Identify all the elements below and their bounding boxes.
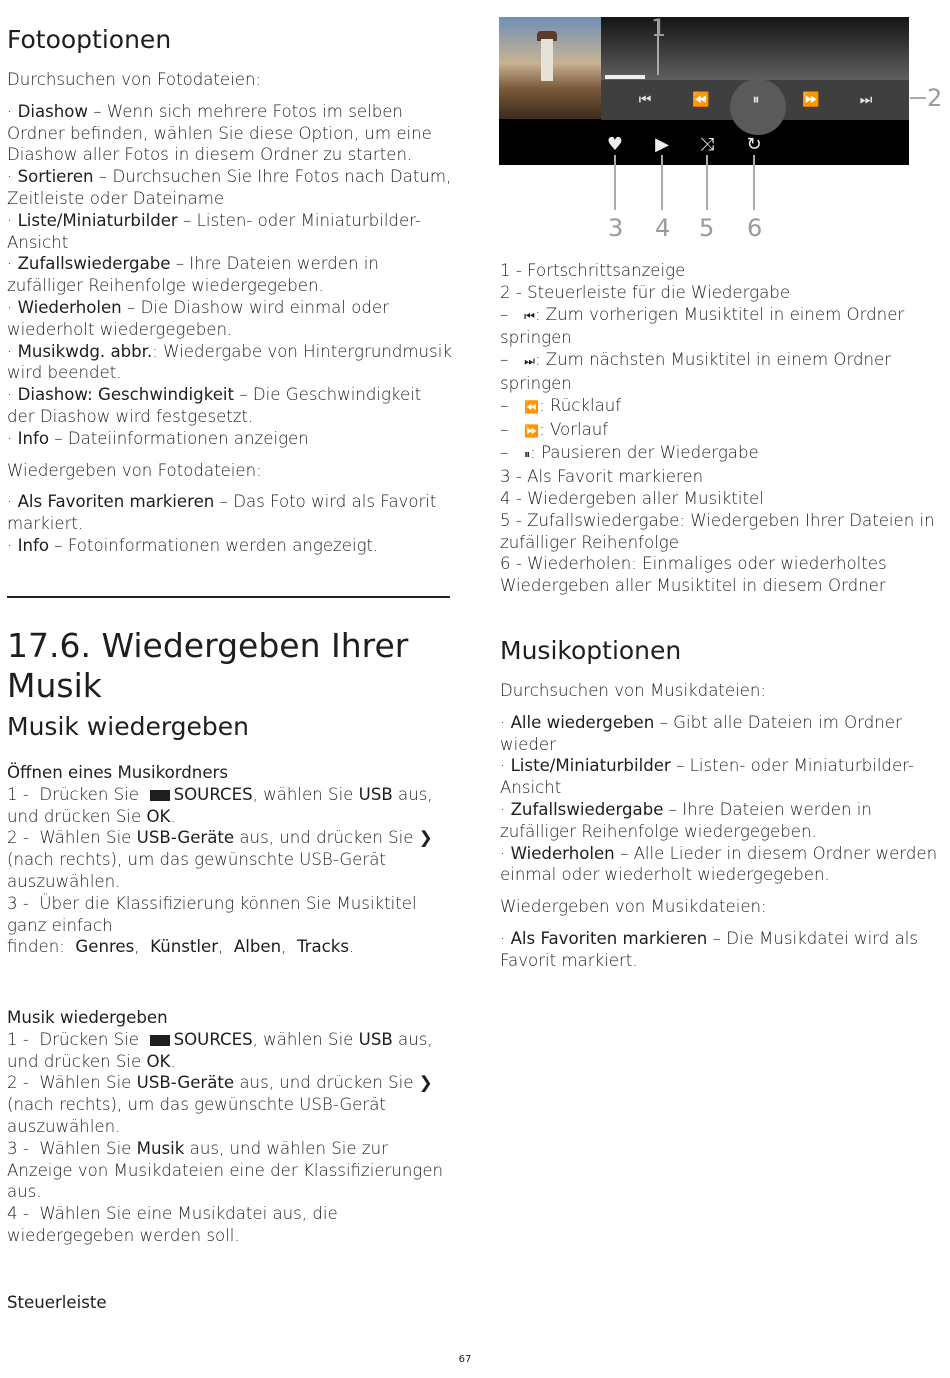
- player-legend: [500, 260, 940, 597]
- list-item: · Wiederholen – Die Diashow wird einmal oder wiederholt wiedergegeben.: [7, 297, 389, 339]
- next-track-icon: ⏭: [859, 92, 873, 108]
- list-item: · Sortieren – Durchsuchen Sie Ihre Fotos nach Datum, Zeitleiste oder Dateiname: [7, 167, 452, 208]
- chapter-title-line2: Musik: [7, 666, 102, 705]
- callout-line: [661, 155, 663, 210]
- list-item: 3 - Als Favorit markieren: [500, 467, 704, 487]
- list-item: 2 - Wählen Sie USB-Geräte aus, und drücken Sie ❯ (nach rechts), um das gewünschte USB-Gerät auszuwählen.: [7, 828, 433, 891]
- play-music-section: [7, 1007, 452, 1247]
- chevron-right-icon: ❯: [418, 1073, 433, 1093]
- list-item: · Musikwdg. abbr.: Wiedergabe von Hintergrundmusik wird beendet.: [7, 341, 452, 383]
- next-track-icon: ⏭: [524, 354, 535, 369]
- fast-forward-icon: ⏩: [802, 92, 820, 108]
- list-item: · Diashow: Geschwindigkeit – Die Geschwindigkeit der Diashow wird festgesetzt.: [7, 385, 422, 426]
- sources-icon: [150, 1035, 170, 1046]
- list-item: 3 - Wählen Sie Musik aus, und wählen Sie zur Anzeige von Musikdateien eine der Klassifizierungen aus.: [7, 1138, 444, 1202]
- list-item: – ⏸: Pausieren der Wiedergabe: [500, 443, 759, 463]
- list-item: 2 - Wählen Sie USB-Geräte aus, und drücken Sie ❯ (nach rechts), um das gewünschte USB-Gerät auszuwählen.: [7, 1073, 433, 1136]
- list-item: · Info – Fotoinformationen werden angezeigt.: [7, 535, 379, 555]
- callout-number-6: 6: [747, 214, 763, 242]
- callout-number-4: 4: [655, 214, 671, 242]
- list-item: · Zufallswiedergabe – Ihre Dateien werden in zufälliger Reihenfolge wiedergegeben.: [500, 799, 872, 841]
- list-item: – ⏪: Rücklauf: [500, 395, 622, 415]
- album-thumbnail: [499, 17, 601, 119]
- repeat-icon: ↻: [746, 133, 762, 155]
- callout-number-1: 1: [651, 14, 667, 42]
- page-number: 67: [458, 1354, 472, 1365]
- list-item: · Alle wiedergeben – Gibt alle Dateien im Ordner wieder: [500, 712, 902, 754]
- shuffle-icon: ⤨: [699, 133, 715, 155]
- steuerleiste-heading: Steuerleiste: [7, 1293, 107, 1312]
- photo-play-heading: Wiedergeben von Fotodateien:: [7, 460, 262, 480]
- list-item: · Liste/Miniaturbilder – Listen- oder Miniaturbilder-Ansicht: [500, 756, 914, 798]
- music-play-list: [500, 928, 940, 972]
- list-item: · Diashow – Wenn sich mehrere Fotos im selben Ordner befinden, wählen Sie diese Option, um eine Diashow aller Fotos in diesem Ordner zu starten.: [7, 101, 432, 165]
- music-options-title: Musikoptionen: [500, 636, 682, 665]
- list-item: – ⏮: Zum vorherigen Musiktitel in einem Ordner springen: [500, 304, 905, 348]
- photo-browse-list: [7, 101, 452, 450]
- list-item: 3 - Über die Klassifizierung können Sie Musiktitel ganz einfach finden: Genres, Künstler, Alben, Tracks.: [7, 893, 417, 957]
- heart-icon: ♥: [606, 133, 624, 155]
- list-item: · Info – Dateiinformationen anzeigen: [7, 428, 309, 448]
- list-item: 1 - Drücken Sie SOURCES, wählen Sie USB aus, und drücken Sie OK.: [7, 1029, 433, 1071]
- previous-track-icon: ⏮: [524, 308, 535, 323]
- list-item: · Als Favoriten markieren – Die Musikdatei wird als Favorit markiert.: [500, 928, 919, 970]
- list-item: · Wiederholen – Alle Lieder in diesem Ordner werden einmal oder wiederholt wiedergegeben.: [500, 843, 938, 885]
- music-browse-heading: Durchsuchen von Musikdateien:: [500, 681, 767, 700]
- section-divider: [7, 596, 450, 598]
- pause-icon: ⏸: [524, 447, 531, 462]
- list-item: · Als Favoriten markieren – Das Foto wird als Favorit markiert.: [7, 492, 437, 534]
- list-item: 6 - Wiederholen: Einmaliges oder wiederholtes Wiedergeben aller Musiktitel in diesem Ordner: [500, 554, 887, 596]
- callout-number-3: 3: [608, 214, 624, 242]
- list-item: – ⏩: Vorlauf: [500, 419, 609, 439]
- steuerleiste-section: [7, 1292, 452, 1314]
- callout-line: [753, 155, 755, 210]
- list-item: 1 - Fortschrittsanzeige: [500, 261, 686, 280]
- music-browse-list: [500, 712, 940, 886]
- photo-browse-heading: Durchsuchen von Fotodateien:: [7, 70, 262, 89]
- list-item: 1 - Drücken Sie SOURCES, wählen Sie USB aus, und drücken Sie OK.: [7, 784, 433, 826]
- progress-bar: [605, 75, 645, 79]
- list-item: 2 - Steuerleiste für die Wiedergabe: [500, 282, 791, 302]
- rewind-icon: ⏪: [524, 399, 540, 414]
- music-player-illustration: [499, 17, 909, 165]
- list-item: 4 - Wählen Sie eine Musikdatei aus, die wiedergegeben werden soll.: [7, 1204, 338, 1245]
- photo-options-title: Fotooptionen: [7, 25, 172, 54]
- list-item: · Liste/Miniaturbilder – Listen- oder Miniaturbilder-Ansicht: [7, 210, 421, 252]
- list-item: 5 - Zufallswiedergabe: Wiedergeben Ihrer Dateien in zufälliger Reihenfolge: [500, 510, 935, 552]
- chapter-title-line1: 17.6. Wiedergeben Ihrer: [7, 626, 409, 665]
- list-item: – ⏭: Zum nächsten Musiktitel in einem Ordner springen: [500, 350, 892, 393]
- chevron-right-icon: ❯: [418, 828, 433, 848]
- previous-track-icon: ⏮: [638, 92, 652, 108]
- music-play-heading: Wiedergeben von Musikdateien:: [500, 897, 767, 917]
- callout-line: [706, 155, 708, 210]
- play-circle-icon: ▶: [655, 133, 669, 155]
- photo-options-section: [7, 25, 452, 557]
- callout-line: [614, 155, 616, 210]
- list-item: · Zufallswiedergabe – Ihre Dateien werden in zufälliger Reihenfolge wiedergegeben.: [7, 254, 379, 296]
- callout-number-5: 5: [699, 214, 715, 242]
- open-folder-heading: Öffnen eines Musikordners: [7, 763, 228, 782]
- chapter-subtitle: Musik wiedergeben: [7, 712, 250, 741]
- play-music-heading: Musik wiedergeben: [7, 1008, 168, 1027]
- music-options-section: [500, 636, 940, 972]
- list-item: 4 - Wiedergeben aller Musiktitel: [500, 488, 764, 508]
- fast-forward-icon: ⏩: [524, 423, 540, 438]
- chapter-section: [7, 626, 452, 958]
- pause-icon: ⏸: [752, 92, 760, 108]
- rewind-icon: ⏪: [692, 92, 710, 108]
- callout-number-2: 2: [927, 84, 943, 112]
- callout-line: [910, 97, 926, 99]
- sources-icon: [150, 790, 170, 801]
- photo-play-list: [7, 491, 452, 556]
